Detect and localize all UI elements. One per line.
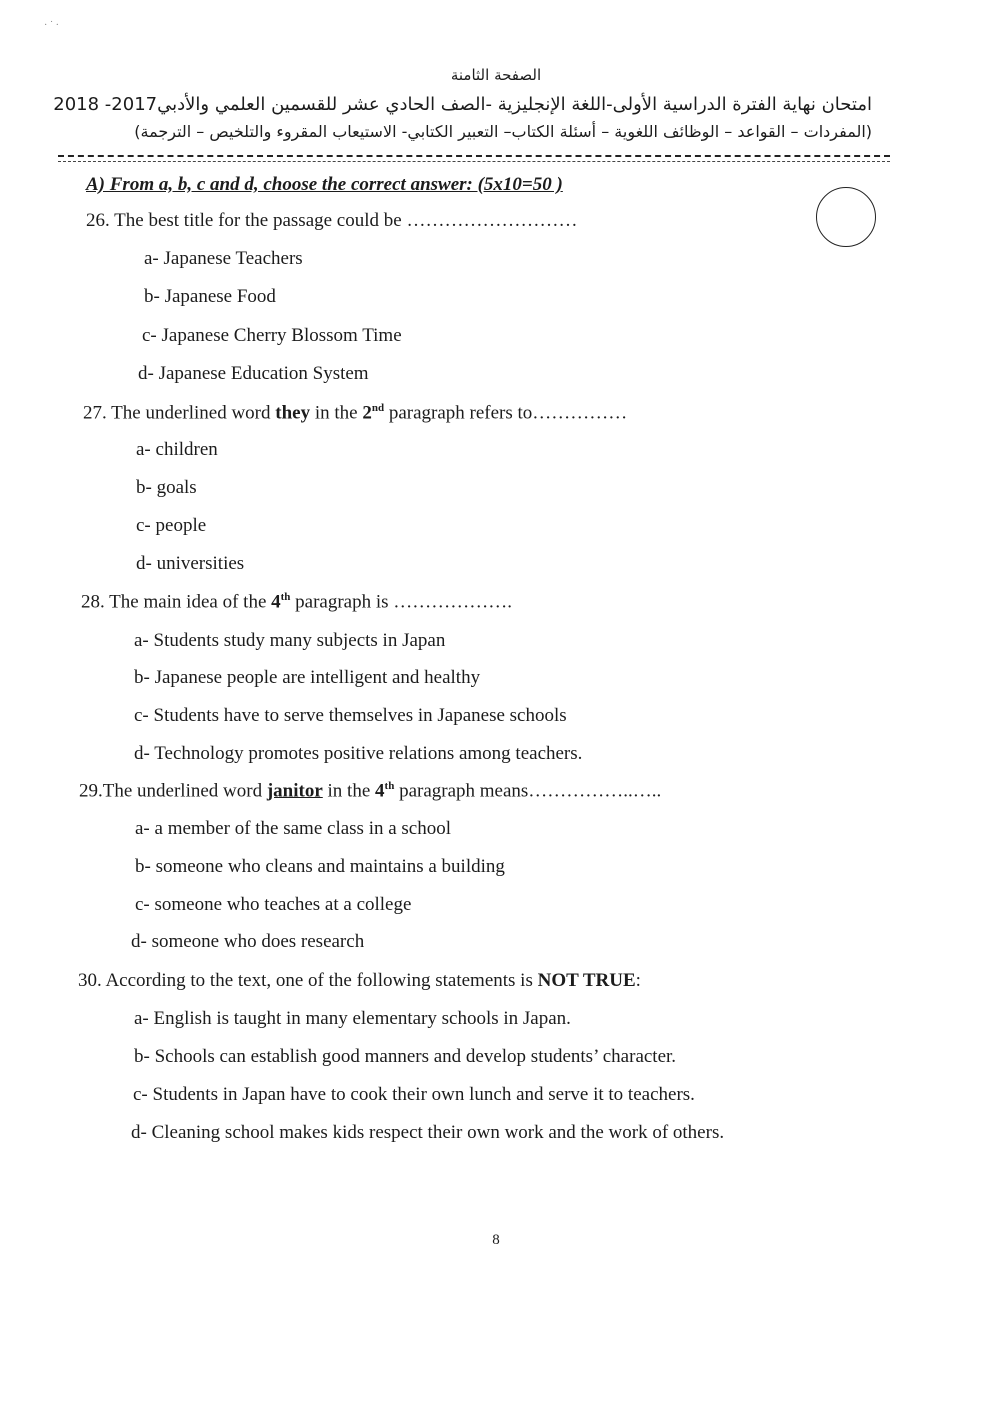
question-30: 30. According to the text, one of the following statements is NOT TRUE: <box>78 970 641 991</box>
question-26: 26. The best title for the passage could be ……………………… <box>86 210 578 231</box>
underlined-word-janitor: janitor <box>266 780 323 802</box>
option-27-a: a- children <box>136 439 218 460</box>
option-29-a: a- a member of the same class in a school <box>135 818 452 839</box>
exam-topics: (المفردات – القواعد – الوظائف اللغوية – أسئلة الكتاب– التعبير الكتابي- الاستيعاب المقروء والتلخيص – الترجمة) <box>134 122 872 141</box>
option-28-a: a- Students study many subjects in Japan <box>134 630 446 651</box>
option-26-c: c- Japanese Cherry Blossom Time <box>142 325 402 346</box>
option-28-c: c- Students have to serve themselves in Japanese schools <box>134 705 567 726</box>
option-26-d: d- Japanese Education System <box>138 363 369 384</box>
option-27-c: c- people <box>136 515 207 536</box>
page-number: 8 <box>492 1232 500 1248</box>
score-circle <box>816 187 876 247</box>
option-27-b: b- goals <box>136 477 197 498</box>
page-label: الصفحة الثامنة <box>450 66 542 84</box>
scan-mark: · ˙ · <box>44 20 59 31</box>
option-28-b: b- Japanese people are intelligent and healthy <box>134 667 481 688</box>
option-30-a: a- English is taught in many elementary schools in Japan. <box>134 1008 571 1029</box>
option-29-c: c- someone who teaches at a college <box>135 894 412 915</box>
option-26-a: a- Japanese Teachers <box>144 248 303 269</box>
option-27-d: d- universities <box>136 553 245 574</box>
option-30-c: c- Students in Japan have to cook their own lunch and serve it to teachers. <box>133 1084 695 1105</box>
option-26-b: b- Japanese Food <box>144 286 276 307</box>
option-30-d: d- Cleaning school makes kids respect their own work and the work of others. <box>131 1122 725 1143</box>
question-29: 29.The underlined word janitor in the 4th paragraph means……………..….. <box>79 780 662 802</box>
question-27: 27. The underlined word they in the 2nd paragraph refers to…………… <box>83 402 628 424</box>
option-29-b: b- someone who cleans and maintains a building <box>135 856 505 877</box>
header-divider <box>58 155 890 157</box>
option-30-b: b- Schools can establish good manners and develop students’ character. <box>134 1046 677 1067</box>
question-28: 28. The main idea of the 4th paragraph is ………………. <box>81 591 513 613</box>
exam-title: امتحان نهاية الفترة الدراسية الأولى-اللغة الإنجليزية -الصف الحادي عشر للقسمين العلمي والأدبي2017- 2018 <box>53 94 872 115</box>
option-29-d: d- someone who does research <box>131 931 365 952</box>
header-divider-thin <box>58 161 890 162</box>
option-28-d: d- Technology promotes positive relations among teachers. <box>134 743 583 764</box>
section-title: A) From a, b, c and d, choose the correct answer: (5x10=50 ) <box>86 174 563 195</box>
